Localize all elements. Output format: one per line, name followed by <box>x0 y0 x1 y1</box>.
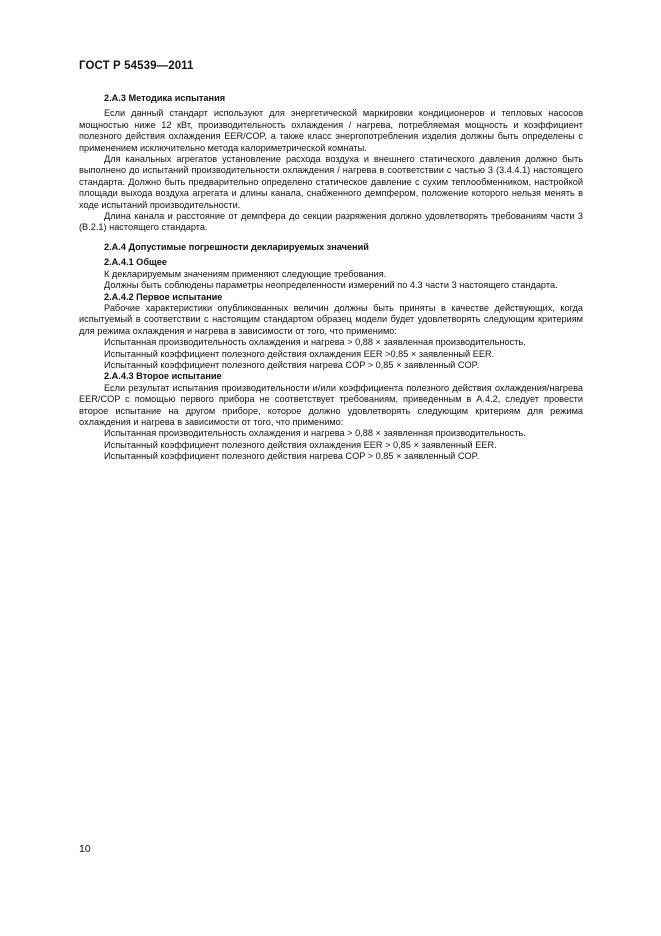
criterion-line: Испытанный коэффициент полезного действия охлаждения EER >0,85 × заявленный EER. <box>104 348 495 359</box>
paragraph: Для канальных агрегатов установление расхода воздуха и внешнего статического давления должно быть выполнено до испытаний производительности охлаждения / нагрева в соответствии с частью 3 (3.4.4.1) настоящего стандарта. Должно быть предварительно определено статическое давление с сухим теплообменником, настройкой площади выхода воздуха агрегата и длины канала, снабженного демпфером, положение которого нельзя менять в ходе испытаний производительности. <box>79 154 583 210</box>
subsection-heading-2a43: 2.A.4.3 Второе испытание <box>104 371 222 382</box>
paragraph: Рабочие характеристики опубликованных величин должны быть приняты в качестве действующих, когда испытуемый в соответствии с настоящим стандартом образец модели будет удовлетворять следующим критериям для режима охлаждения и нагрева в зависимости от того, что применимо: <box>79 302 583 336</box>
document-body <box>79 93 583 463</box>
section-heading-2a3: 2.A.3 Методика испытания <box>104 93 226 103</box>
paragraph: К декларируемым значениям применяют следующие требования. <box>104 268 387 279</box>
criterion-line: Испытанный коэффициент полезного действия нагрева COP > 0,85 × заявленный COP. <box>104 451 480 462</box>
subsection-heading-2a41: 2.A.4.1 Общее <box>104 257 167 268</box>
section-heading-2a4: 2.A.4 Допустимые погрешности декларируемых значений <box>104 241 369 252</box>
page-number: 10 <box>79 843 91 855</box>
document-code-header: ГОСТ Р 54539—2011 <box>79 60 194 72</box>
criterion-line: Испытанный коэффициент полезного действия охлаждения EER > 0,85 × заявленный EER. <box>104 439 497 450</box>
paragraph: Если данный стандарт используют для энергетической маркировки кондиционеров и тепловых насосов мощностью ниже 12 кВт, производительность охлаждения / нагрева, потребляемая мощность и коэффициент полезного действия охлаждения EER/COP, а также класс энергопотребления изделия должны быть определены с применением исключительно метода калориметрической комнаты. <box>79 108 583 153</box>
criterion-line: Испытанная производительность охлаждения и нагрева > 0,88 × заявленная производительность. <box>104 428 526 439</box>
paragraph: Должны быть соблюдены параметры неопределенности измерений по 4.3 части 3 настоящего стандарта. <box>104 280 558 291</box>
criterion-line: Испытанная производительность охлаждения и нагрева > 0,88 × заявленная производительность. <box>104 337 526 348</box>
subsection-heading-2a42: 2.A.4.2 Первое испытание <box>104 291 223 302</box>
paragraph: Длина канала и расстояние от демпфера до секции разряжения должно удовлетворять требованиям части 3 (B.2.1) настоящего стандарта. <box>79 211 583 233</box>
criterion-line: Испытанный коэффициент полезного действия нагрева COP > 0,85 × заявленный COP. <box>104 359 480 370</box>
paragraph: Если результат испытания производительности и/или коэффициента полезного действия охлаждения/нагрева EER/COP с помощью первого прибора не соответствует требованиям, приведенным в А.4.2, следует провести второе испытание на другом приборе, которое должно удовлетворять следующим критериям для режима охлаждения и нагрева в зависимости от того, что применимо: <box>79 382 583 427</box>
